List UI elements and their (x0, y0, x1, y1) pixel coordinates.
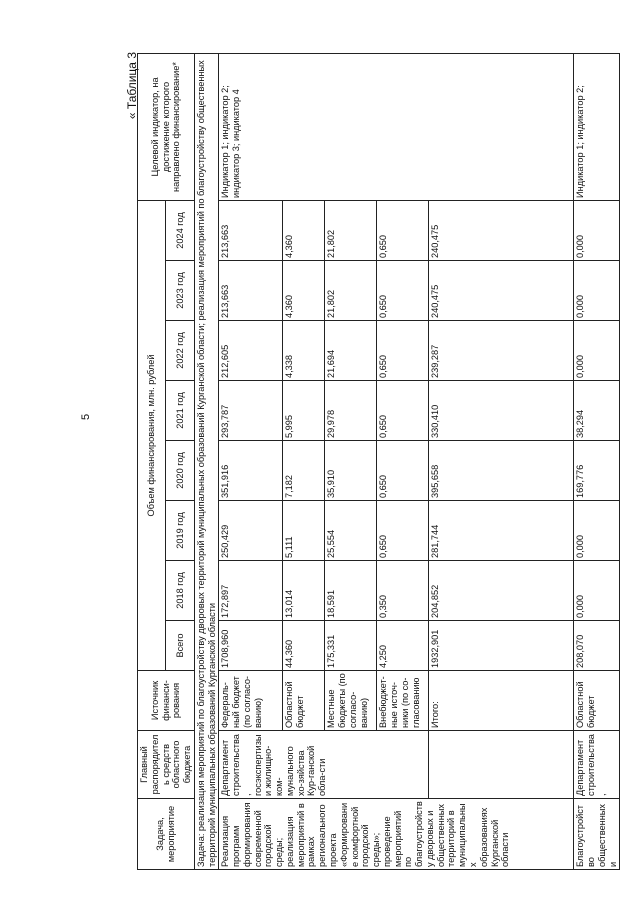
value-cell: 395,658 (429, 441, 574, 501)
total-cell: 175,331 (325, 621, 377, 671)
table-label: « Таблица 3 (125, 52, 139, 120)
header-indicator: Целевой индикатор, на достижение которого направлено финансирование* (138, 53, 195, 200)
total-cell: 208,070 (574, 621, 620, 671)
header-year: 2020 год (166, 441, 194, 501)
value-cell: 281,744 (429, 501, 574, 561)
source-cell: Федераль-ный бюджет (по согласо-ванию) (219, 671, 283, 731)
header-total: Всего (166, 621, 194, 671)
value-cell: 4,360 (283, 200, 325, 260)
value-cell: 38,294 (574, 381, 620, 441)
total-cell: 1932,901 (429, 621, 574, 671)
total-cell: 4,250 (377, 621, 429, 671)
financing-table (137, 53, 620, 870)
value-cell: 0,000 (574, 200, 620, 260)
value-cell: 25,554 (325, 501, 377, 561)
value-cell: 213,663 (219, 261, 283, 321)
value-cell: 29,978 (325, 381, 377, 441)
value-cell: 5,111 (283, 501, 325, 561)
value-cell: 204,852 (429, 561, 574, 621)
rotated-page (123, 50, 640, 870)
value-cell: 5,995 (283, 381, 325, 441)
task-row (194, 53, 219, 869)
value-cell: 239,287 (429, 321, 574, 381)
value-cell: 0,650 (377, 441, 429, 501)
value-cell: 351,916 (219, 441, 283, 501)
table-row (574, 53, 620, 869)
value-cell: 0,650 (377, 200, 429, 260)
value-cell: 21,802 (325, 200, 377, 260)
indicator-cell: Индикатор 1; индикатор 2; (574, 53, 620, 200)
source-cell: Итого: (429, 671, 574, 731)
value-cell: 213,663 (219, 200, 283, 260)
value-cell: 0,000 (574, 261, 620, 321)
value-cell: 4,338 (283, 321, 325, 381)
total-cell: 1708,960 (219, 621, 283, 671)
source-cell: Областной бюджет (283, 671, 325, 731)
source-cell: Местные бюджеты (по согласо-ванию) (325, 671, 377, 731)
source-cell: Областной бюджет (574, 671, 620, 731)
value-cell: 4,360 (283, 261, 325, 321)
header-manager: Главный распорядитель средств областного бюджета (138, 731, 195, 799)
header-task: Задача, мероприятие (138, 799, 195, 870)
value-cell: 212,605 (219, 321, 283, 381)
activity-cell: Реализация программ формирования современной городской среды; реализация мероприятий в рамках регионального проекта «Формирование комфортной городской среды»; проведение мероприятий по благоустройству дворовых и общественных территорий в муниципальных образованиях Курганской области (219, 799, 574, 870)
value-cell: 18,591 (325, 561, 377, 621)
empty-cell (429, 731, 574, 799)
activity-cell: Благоустройство общественных и (574, 799, 620, 870)
value-cell: 169,776 (574, 441, 620, 501)
header-year: 2019 год (166, 501, 194, 561)
value-cell: 330,410 (429, 381, 574, 441)
value-cell: 172,897 (219, 561, 283, 621)
header-year: 2022 год (166, 321, 194, 381)
value-cell: 7,182 (283, 441, 325, 501)
value-cell: 0,650 (377, 321, 429, 381)
header-year: 2021 год (166, 381, 194, 441)
manager-cell: Департамент строительства, госэкспертизы и жилищно-ком-мунального хо-зяйства Кур-ганской обла-сти (219, 731, 429, 799)
indicator-cell: Индикатор 1; индикатор 2; индикатор 3; индикатор 4 (219, 53, 574, 200)
value-cell: 293,787 (219, 381, 283, 441)
value-cell: 13,014 (283, 561, 325, 621)
page-number: 5 (80, 413, 92, 420)
total-cell: 44,360 (283, 621, 325, 671)
value-cell: 0,650 (377, 501, 429, 561)
table-row (219, 53, 283, 869)
value-cell: 0,000 (574, 561, 620, 621)
value-cell: 0,650 (377, 381, 429, 441)
header-source: Источник финанси-рования (138, 671, 195, 731)
header-year: 2024 год (166, 200, 194, 260)
header-volume: Объем финансирования, млн. рублей (138, 200, 166, 670)
task-text: Задача: реализация мероприятий по благоустройству дворовых территорий муниципальных образований Курганской области; реализация мероприятий по благоустройству общественных территорий муниципальных образований Курганской области (194, 53, 219, 869)
value-cell: 240,475 (429, 261, 574, 321)
header-row-1 (138, 53, 166, 869)
manager-cell: Департамент строительства, (574, 731, 620, 799)
source-cell: Внебюджет-ные источ-ники (по со-гласованию (377, 671, 429, 731)
value-cell: 21,802 (325, 261, 377, 321)
header-year: 2023 год (166, 261, 194, 321)
value-cell: 250,429 (219, 501, 283, 561)
value-cell: 0,650 (377, 261, 429, 321)
value-cell: 0,000 (574, 501, 620, 561)
value-cell: 0,350 (377, 561, 429, 621)
value-cell: 21,694 (325, 321, 377, 381)
value-cell: 35,910 (325, 441, 377, 501)
header-year: 2018 год (166, 561, 194, 621)
value-cell: 0,000 (574, 321, 620, 381)
value-cell: 240,475 (429, 200, 574, 260)
